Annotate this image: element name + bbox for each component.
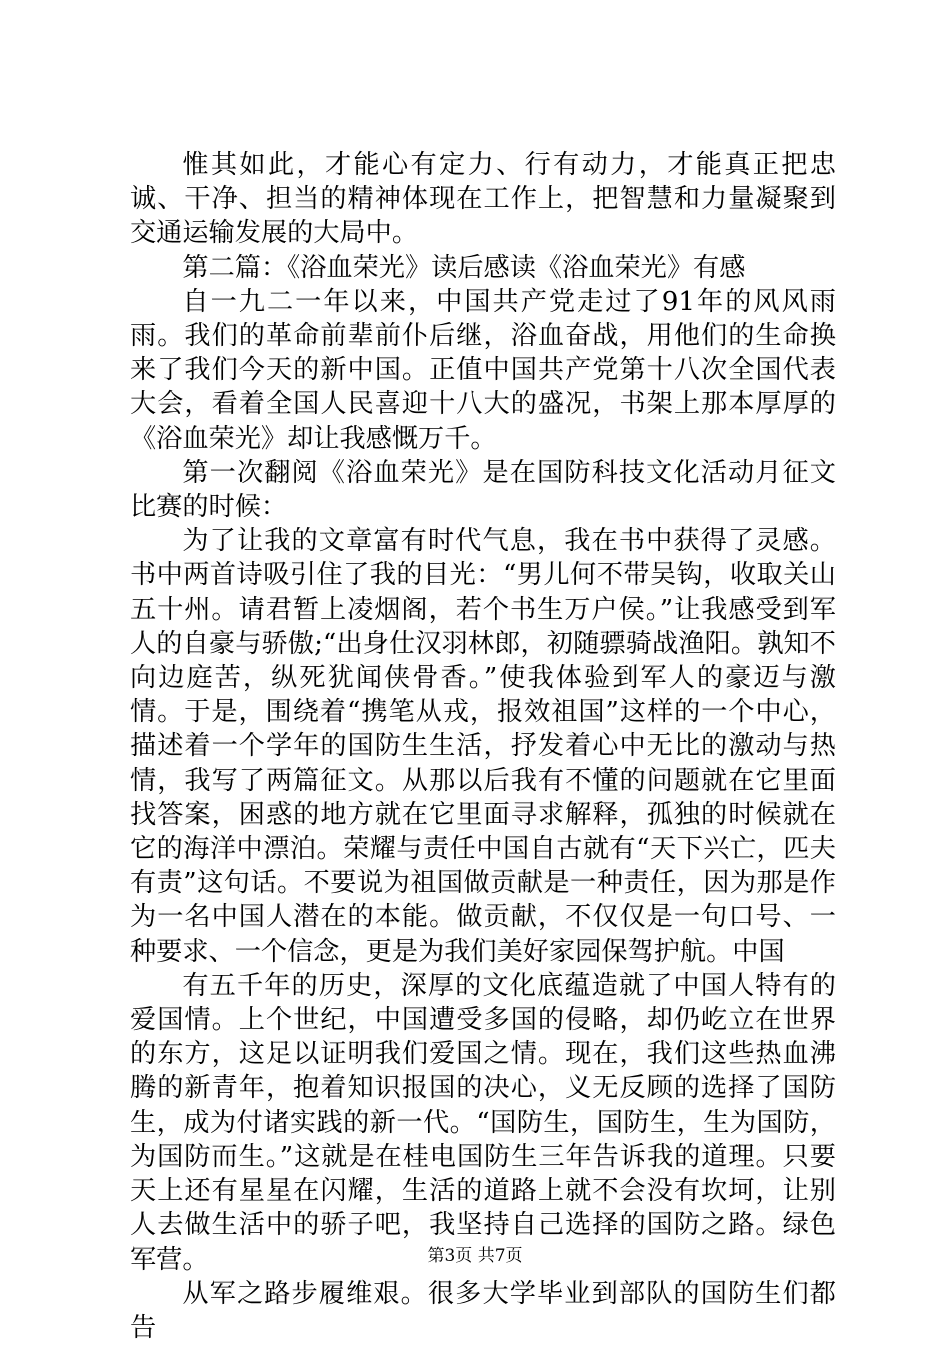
paragraph-7: 从军之路步履维艰。很多大学毕业到部队的国防生们都告 (130, 1278, 836, 1343)
page-footer: 第3页 共7页 (427, 1246, 523, 1266)
document-body (130, 148, 836, 1345)
paragraph-5: 为了让我的文章富有时代气息，我在书中获得了灵感。书中两首诗吸引住了我的目光：“男儿何不带吴钩，收取关山五十州。请君暂上凌烟阁，若个书生万户侯。”让我感受到军人的自豪与骄傲;“出身仕汉羽林郎，初随骠骑战渔阳。孰知不向边庭苦，纵死犹闻侠骨香。”使我体验到军人的豪迈与激情。于是，围绕着“携笔从戎，报效祖国”这样的一个中心，描述着一个学年的国防生生活，抒发着心中无比的激动与热情，我写了两篇征文。从那以后我有不懂的问题就在它里面找答案，困惑的地方就在它里面寻求解释，孤独的时候就在它的海洋中漂泊。荣耀与责任中国自古就有“天下兴亡，匹夫有责”这句话。不要说为祖国做贡献是一种责任，因为那是作为一名中国人潜在的本能。做贡献，不仅仅是一句口号、一种要求、一个信念，更是为我们美好家园保驾护航。中国 (130, 526, 836, 967)
paragraph-2-heading: 第二篇：《浴血荣光》读后感读《浴血荣光》有感 (182, 252, 746, 283)
paragraph-4: 第一次翻阅《浴血荣光》是在国防科技文化活动月征文比赛的时候： (130, 457, 836, 523)
paragraph-6: 有五千年的历史，深厚的文化底蕴造就了中国人特有的爱国情。上个世纪，中国遭受多国的侵略，却仍屹立在世界的东方，这足以证明我们爱国之情。现在，我们这些热血沸腾的新青年，抱着知识报国的决心，义无反顾的选择了国防生，成为付诸实践的新一代。“国防生，国防生，生为国防，为国防而生。”这就是在桂电国防生三年告诉我的道理。只要天上还有星星在闪耀，生活的道路上就不会没有坎坷，让别人去做生活中的骄子吧，我坚持自己选择的国防之路。绿色军营。 (130, 970, 836, 1275)
paragraph-1: 惟其如此，才能心有定力、行有动力，才能真正把忠诚、干净、担当的精神体现在工作上，把智慧和力量凝聚到交通运输发展的大局中。 (130, 150, 836, 249)
paragraph-3: 自一九二一年以来，中国共产党走过了91年的风风雨雨。我们的革命前辈前仆后继，浴血奋战，用他们的生命换来了我们今天的新中国。正值中国共产党第十八次全国代表大会，看着全国人民喜迎十八大的盛况，书架上那本厚厚的《浴血荣光》却让我感慨万千。 (130, 286, 836, 454)
